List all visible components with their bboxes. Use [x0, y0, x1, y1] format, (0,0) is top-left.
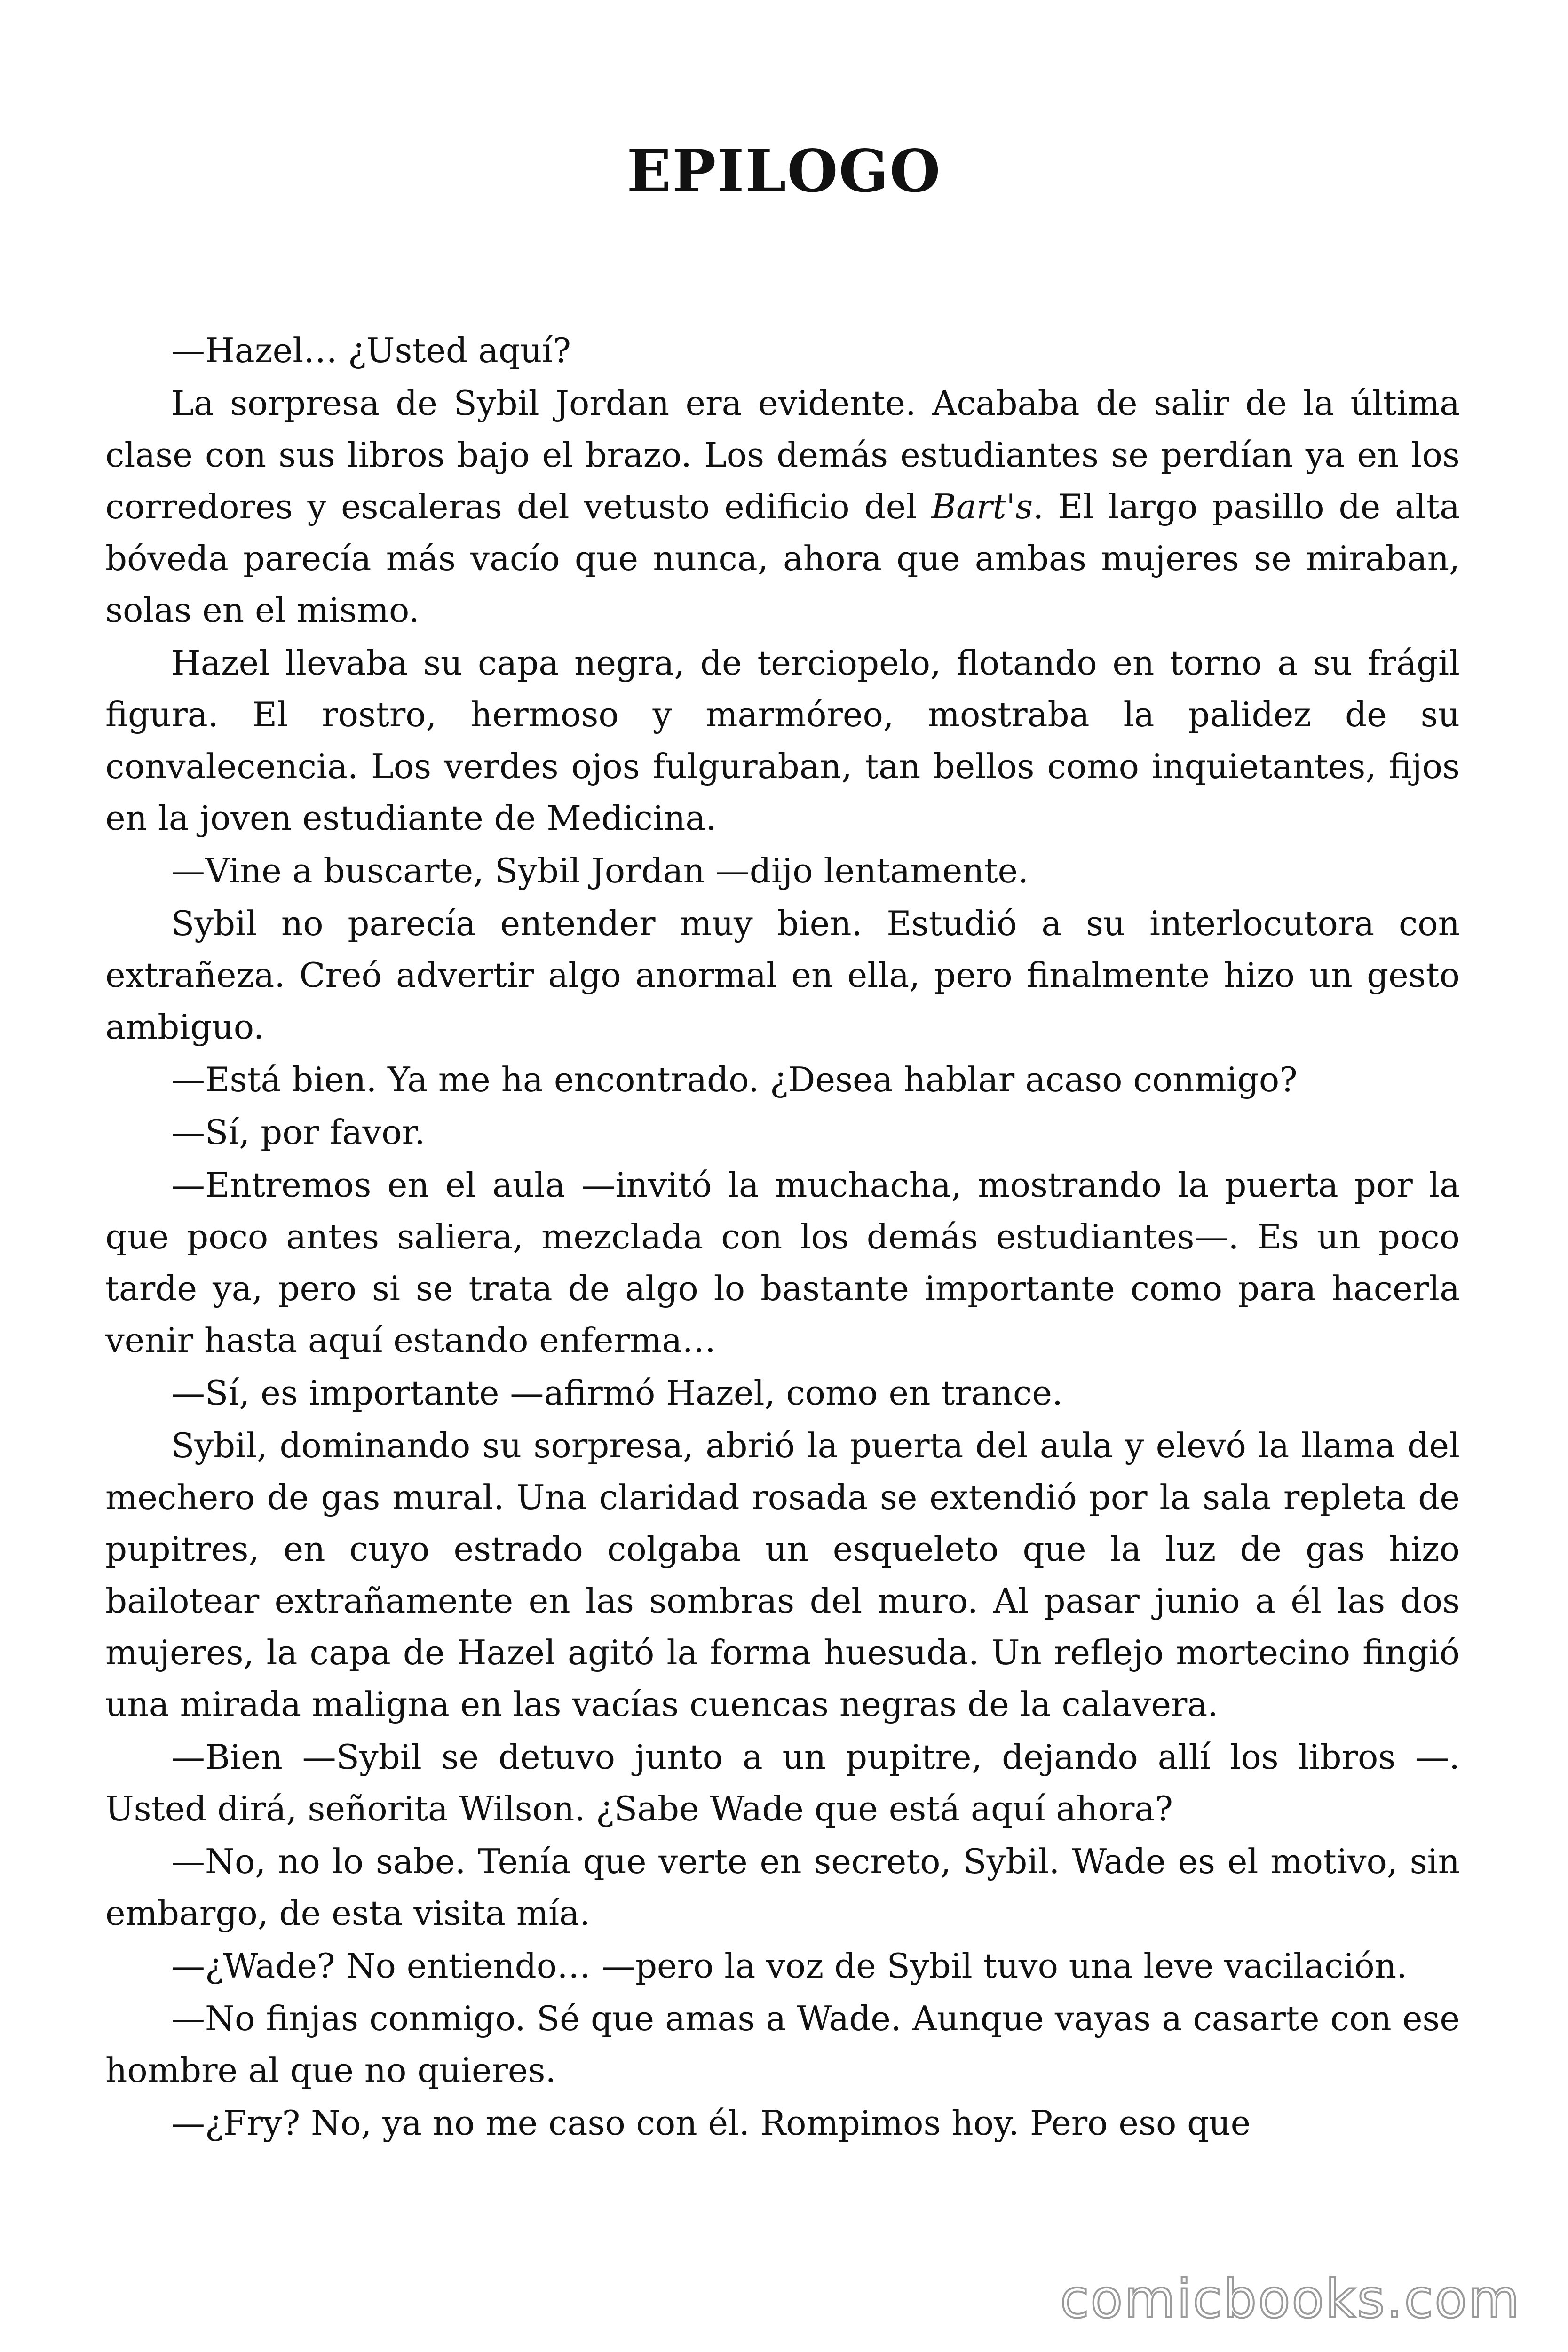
paragraph-text: Sybil no parecía entender muy bien. Estudió a su interlocutora con extrañeza. Creó advertir algo anormal en ella, pero finalmente hizo un gesto ambiguo.	[105, 904, 1460, 1047]
paragraph	[105, 1106, 1460, 1158]
paragraph-text: —Bien —Sybil se detuvo junto a un pupitre, dejando allí los libros —. Usted dirá, señorita Wilson. ¿Sabe Wade que está aquí ahora?	[105, 1737, 1460, 1828]
paragraph	[105, 377, 1460, 636]
paragraph	[105, 1993, 1460, 2096]
watermark: comicbooks.com	[1060, 2269, 1521, 2330]
paragraph-text: —Está bien. Ya me ha encontrado. ¿Desea hablar acaso conmigo?	[171, 1060, 1298, 1099]
paragraph-text: Hazel llevaba su capa negra, de terciopelo, flotando en torno a su frágil figura. El rostro, hermoso y marmóreo, mostraba la palidez de su convalecencia. Los verdes ojos fulguraban, tan bellos como inquietantes, fijos en la joven estudiante de Medicina.	[105, 643, 1460, 838]
paragraph	[105, 325, 1460, 376]
paragraph	[105, 1054, 1460, 1105]
paragraph-text: . El largo pasillo de alta bóveda parecía más vacío que nunca, ahora que ambas mujeres se miraban, solas en el mismo.	[105, 487, 1460, 630]
paragraph-text: Sybil, dominando su sorpresa, abrió la puerta del aula y elevó la llama del mechero de gas mural. Una claridad rosada se extendió por la sala repleta de pupitres, en cuyo estrado colgaba un esqueleto que la luz de gas hizo bailotear extrañamente en las sombras del muro. Al pasar junio a él las dos mujeres, la capa de Hazel agitó la forma huesuda. Un reflejo mortecino fingió una mirada maligna en las vacías cuencas negras de la calavera.	[105, 1426, 1460, 1724]
italic-text: Bart's	[931, 487, 1033, 526]
paragraph	[105, 898, 1460, 1053]
paragraph	[105, 1836, 1460, 1939]
paragraph	[105, 1420, 1460, 1730]
paragraph	[105, 637, 1460, 844]
paragraph-text: La sorpresa de Sybil Jordan era evidente. Acababa de salir de la última clase con sus libros bajo el brazo. Los demás estudiantes se perdían ya en los corredores y escaleras del vetusto edificio del	[105, 383, 1460, 526]
paragraph-text: —Sí, por favor.	[171, 1112, 425, 1152]
paragraph	[105, 1159, 1460, 1366]
paragraph-text: —Entremos en el aula —invitó la muchacha, mostrando la puerta por la que poco antes saliera, mezclada con los demás estudiantes—. Es un poco tarde ya, pero si se trata de algo lo bastante importante como para hacerla venir hasta aquí estando enferma…	[105, 1165, 1460, 1360]
paragraph	[105, 1367, 1460, 1419]
paragraph-text: —No finjas conmigo. Sé que amas a Wade. Aunque vayas a casarte con ese hombre al que no quieres.	[105, 1999, 1460, 2090]
chapter-body	[105, 325, 1460, 2150]
chapter-title: EPILOGO	[626, 137, 942, 206]
paragraph-text: —Hazel… ¿Usted aquí?	[171, 331, 571, 370]
paragraph-text: —No, no lo sabe. Tenía que verte en secreto, Sybil. Wade es el motivo, sin embargo, de esta visita mía.	[105, 1842, 1460, 1933]
paragraph	[105, 2097, 1460, 2149]
paragraph-text: —Vine a buscarte, Sybil Jordan —dijo lentamente.	[171, 851, 1029, 890]
paragraph	[105, 1731, 1460, 1835]
paragraph-text: —¿Wade? No entiendo… —pero la voz de Sybil tuvo una leve vacilación.	[171, 1946, 1408, 1986]
paragraph	[105, 1940, 1460, 1992]
paragraph	[105, 845, 1460, 897]
paragraph-text: —Sí, es importante —afirmó Hazel, como en trance.	[171, 1373, 1063, 1413]
paragraph-text: —¿Fry? No, ya no me caso con él. Rompimos hoy. Pero eso que	[171, 2103, 1251, 2143]
